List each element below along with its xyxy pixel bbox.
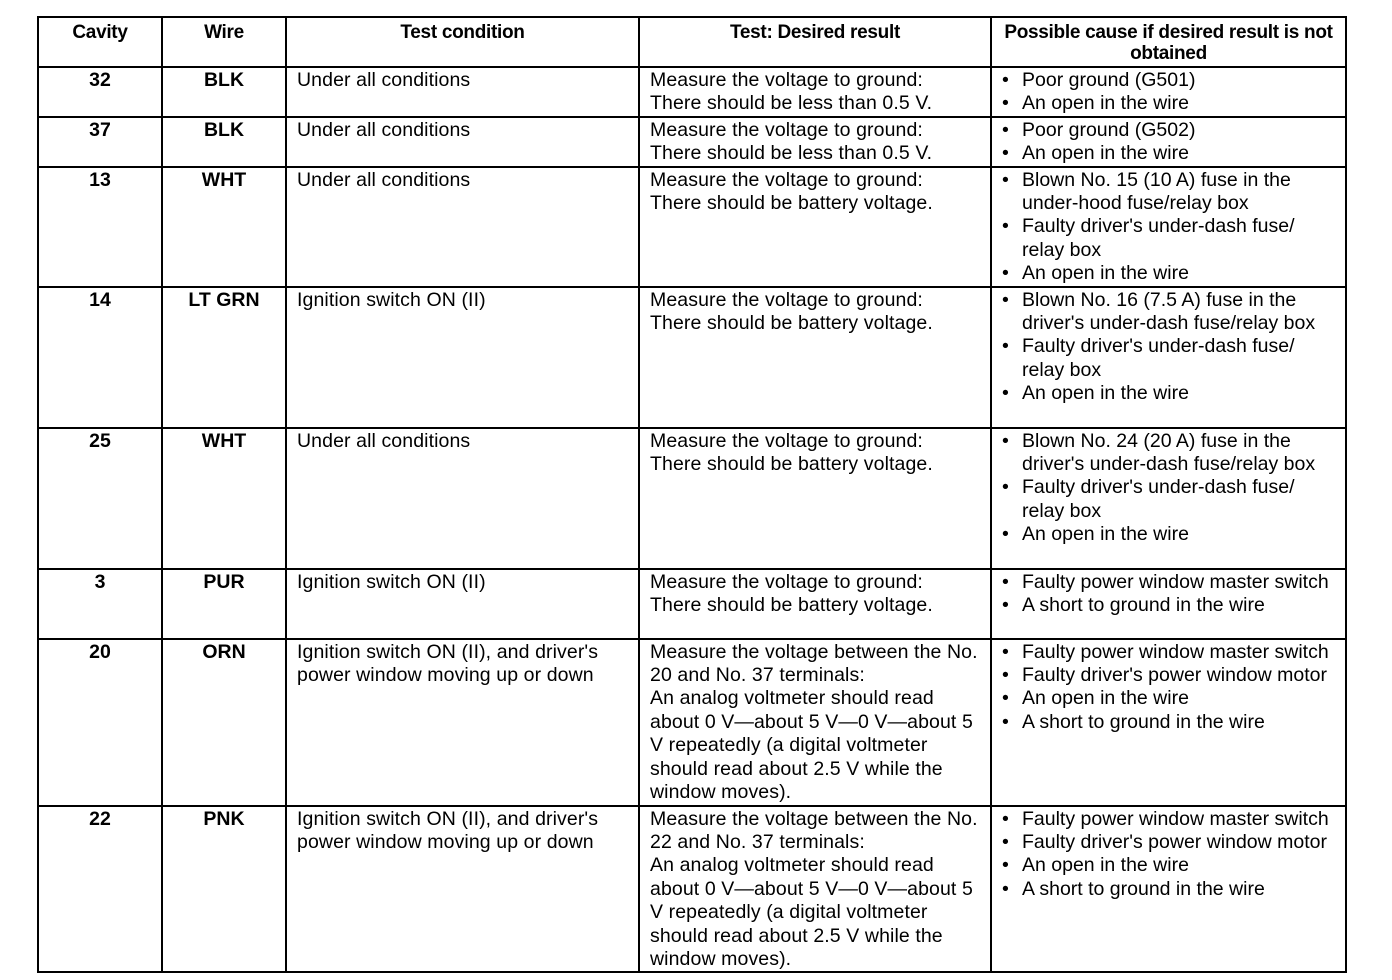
cavity-cell: 13 — [38, 167, 162, 287]
test-condition-cell: Under all conditions — [286, 67, 639, 117]
wire-color-cell: WHT — [162, 428, 286, 569]
test-condition-cell: Ignition switch ON (II), and driver's power window moving up or down — [286, 639, 639, 806]
wire-color-cell: WHT — [162, 167, 286, 287]
desired-result-cell — [639, 167, 991, 287]
cause-text: Faulty driver's under-dash fuse/ relay box — [1022, 215, 1295, 261]
cause-list — [1002, 69, 1337, 116]
possible-cause-cell — [991, 167, 1346, 287]
header-desired-result: Test: Desired result — [639, 17, 991, 67]
bullet-icon: • — [1002, 807, 1009, 830]
result-line: There should be less than 0.5 V. — [650, 92, 933, 115]
bullet-icon: • — [1002, 118, 1009, 141]
bullet-icon: • — [1002, 262, 1009, 285]
cause-item — [1002, 119, 1337, 142]
cavity-cell: 32 — [38, 67, 162, 117]
table-row — [38, 806, 1346, 973]
wire-color-cell: LT GRN — [162, 287, 286, 428]
table-row — [38, 639, 1346, 806]
cause-text: An open in the wire — [1022, 382, 1189, 405]
cavity-cell: 14 — [38, 287, 162, 428]
cause-text: A short to ground in the wire — [1022, 710, 1265, 733]
bullet-icon: • — [1002, 830, 1009, 853]
desired-result-cell — [639, 117, 991, 167]
bullet-icon: • — [1002, 69, 1009, 91]
cause-item — [1002, 641, 1337, 664]
cause-item — [1002, 92, 1337, 115]
bullet-icon: • — [1002, 288, 1009, 311]
cause-item — [1002, 476, 1337, 523]
test-condition-cell: Ignition switch ON (II) — [286, 287, 639, 428]
header-wire: Wire — [162, 17, 286, 67]
bullet-icon: • — [1002, 92, 1009, 115]
cause-item — [1002, 711, 1337, 734]
cause-item — [1002, 687, 1337, 710]
wire-color-cell: BLK — [162, 67, 286, 117]
cause-item — [1002, 169, 1337, 216]
cause-item — [1002, 878, 1337, 901]
cause-text: Poor ground (G502) — [1022, 118, 1196, 141]
cause-text: Blown No. 15 (10 A) fuse in the under-hood fuse/relay box — [1022, 168, 1291, 215]
cavity-cell: 37 — [38, 117, 162, 167]
table-row — [38, 569, 1346, 639]
header-row — [38, 17, 1346, 67]
cause-text: Faulty power window master switch — [1022, 570, 1329, 593]
cause-list — [1002, 641, 1337, 735]
cause-text: An open in the wire — [1022, 142, 1189, 165]
bullet-icon: • — [1002, 476, 1009, 499]
cause-text: A short to ground in the wire — [1022, 877, 1265, 900]
bullet-icon: • — [1002, 142, 1009, 165]
test-condition-cell: Under all conditions — [286, 117, 639, 167]
test-condition-cell: Under all conditions — [286, 167, 639, 287]
desired-result-cell — [639, 287, 991, 428]
possible-cause-cell — [991, 428, 1346, 569]
table-row — [38, 287, 1346, 428]
cavity-cell: 22 — [38, 806, 162, 973]
cause-text: Faulty power window master switch — [1022, 807, 1329, 830]
cause-item — [1002, 594, 1337, 617]
wire-color-cell: ORN — [162, 639, 286, 806]
bullet-icon: • — [1002, 854, 1009, 877]
cause-item — [1002, 831, 1337, 854]
cause-text: A short to ground in the wire — [1022, 594, 1265, 617]
result-line: There should be less than 0.5 V. — [650, 142, 933, 165]
table-body — [38, 67, 1346, 972]
table-row — [38, 117, 1346, 167]
bullet-icon: • — [1002, 429, 1009, 452]
bullet-icon: • — [1002, 570, 1009, 593]
possible-cause-cell — [991, 117, 1346, 167]
wire-color-cell: PUR — [162, 569, 286, 639]
cause-item — [1002, 808, 1337, 831]
cause-text: Blown No. 24 (20 A) fuse in the driver's under-dash fuse/relay box — [1022, 429, 1316, 476]
bullet-icon: • — [1002, 335, 1009, 358]
result-line: There should be battery voltage. — [650, 192, 933, 215]
header-possible-cause: Possible cause if desired result is not obtained — [991, 17, 1346, 67]
bullet-icon: • — [1002, 687, 1009, 710]
cause-text: Faulty driver's power window motor — [1022, 664, 1327, 687]
cause-item — [1002, 262, 1337, 285]
terminal-test-table — [37, 16, 1347, 973]
bullet-icon: • — [1002, 523, 1009, 546]
cause-item — [1002, 854, 1337, 877]
result-line: There should be battery voltage. — [650, 312, 933, 335]
cause-text: An open in the wire — [1022, 854, 1189, 877]
possible-cause-cell — [991, 287, 1346, 428]
cause-item — [1002, 382, 1337, 405]
desired-result-cell — [639, 67, 991, 117]
cause-item — [1002, 69, 1337, 92]
desired-result-cell — [639, 569, 991, 639]
cause-list — [1002, 169, 1337, 286]
cause-text: Poor ground (G501) — [1022, 69, 1196, 91]
result-line: An analog voltmeter should read about 0 V—about 5 V—0 V—about 5 V repeatedly (a digital voltmeter should read about 2.5 V while the window moves). — [650, 854, 973, 970]
bullet-icon: • — [1002, 877, 1009, 900]
cause-item — [1002, 335, 1337, 382]
cavity-cell: 20 — [38, 639, 162, 806]
cause-text: An open in the wire — [1022, 92, 1189, 115]
result-line: Measure the voltage to ground: — [650, 69, 923, 91]
bullet-icon: • — [1002, 382, 1009, 405]
desired-result-cell — [639, 639, 991, 806]
result-line: Measure the voltage to ground: — [650, 118, 923, 141]
bullet-icon: • — [1002, 664, 1009, 687]
cause-text: Faulty power window master switch — [1022, 640, 1329, 663]
cause-item — [1002, 664, 1337, 687]
table-row — [38, 428, 1346, 569]
cause-text: Blown No. 16 (7.5 A) fuse in the driver's under-dash fuse/relay box — [1022, 288, 1316, 335]
result-line: Measure the voltage to ground: — [650, 570, 923, 593]
cause-text: Faulty driver's power window motor — [1022, 830, 1327, 853]
cause-list — [1002, 119, 1337, 166]
wire-color-cell: PNK — [162, 806, 286, 973]
result-line: There should be battery voltage. — [650, 453, 933, 476]
cause-item — [1002, 289, 1337, 336]
cause-list — [1002, 289, 1337, 406]
cause-text: An open in the wire — [1022, 687, 1189, 710]
bullet-icon: • — [1002, 594, 1009, 617]
result-line: Measure the voltage to ground: — [650, 288, 923, 311]
cause-list — [1002, 571, 1337, 618]
cause-item — [1002, 142, 1337, 165]
result-line: Measure the voltage to ground: — [650, 429, 923, 452]
cause-text: An open in the wire — [1022, 262, 1189, 285]
desired-result-cell — [639, 428, 991, 569]
bullet-icon: • — [1002, 168, 1009, 191]
bullet-icon: • — [1002, 640, 1009, 663]
cavity-cell: 25 — [38, 428, 162, 569]
test-table-container — [37, 16, 1345, 973]
possible-cause-cell — [991, 806, 1346, 973]
cause-item — [1002, 523, 1337, 546]
result-line: Measure the voltage between the No. 20 and No. 37 terminals: — [650, 640, 978, 687]
header-cavity: Cavity — [38, 17, 162, 67]
bullet-icon: • — [1002, 710, 1009, 733]
possible-cause-cell — [991, 569, 1346, 639]
cause-item — [1002, 215, 1337, 262]
test-condition-cell: Under all conditions — [286, 428, 639, 569]
test-condition-cell: Ignition switch ON (II) — [286, 569, 639, 639]
table-row — [38, 167, 1346, 287]
wire-color-cell: BLK — [162, 117, 286, 167]
cause-item — [1002, 571, 1337, 594]
cause-item — [1002, 430, 1337, 477]
cause-list — [1002, 808, 1337, 902]
cause-text: Faulty driver's under-dash fuse/ relay box — [1022, 335, 1295, 381]
result-line: An analog voltmeter should read about 0 V—about 5 V—0 V—about 5 V repeatedly (a digital voltmeter should read about 2.5 V while the window moves). — [650, 687, 973, 804]
result-line: Measure the voltage to ground: — [650, 168, 923, 191]
cause-text: An open in the wire — [1022, 523, 1189, 546]
result-line: There should be battery voltage. — [650, 594, 933, 617]
desired-result-cell — [639, 806, 991, 973]
test-condition-cell: Ignition switch ON (II), and driver's power window moving up or down — [286, 806, 639, 973]
bullet-icon: • — [1002, 215, 1009, 238]
possible-cause-cell — [991, 639, 1346, 806]
table-row — [38, 67, 1346, 117]
header-test-condition: Test condition — [286, 17, 639, 67]
cause-list — [1002, 430, 1337, 547]
cause-text: Faulty driver's under-dash fuse/ relay box — [1022, 476, 1295, 522]
result-line: Measure the voltage between the No. 22 and No. 37 terminals: — [650, 807, 978, 853]
possible-cause-cell — [991, 67, 1346, 117]
cavity-cell: 3 — [38, 569, 162, 639]
